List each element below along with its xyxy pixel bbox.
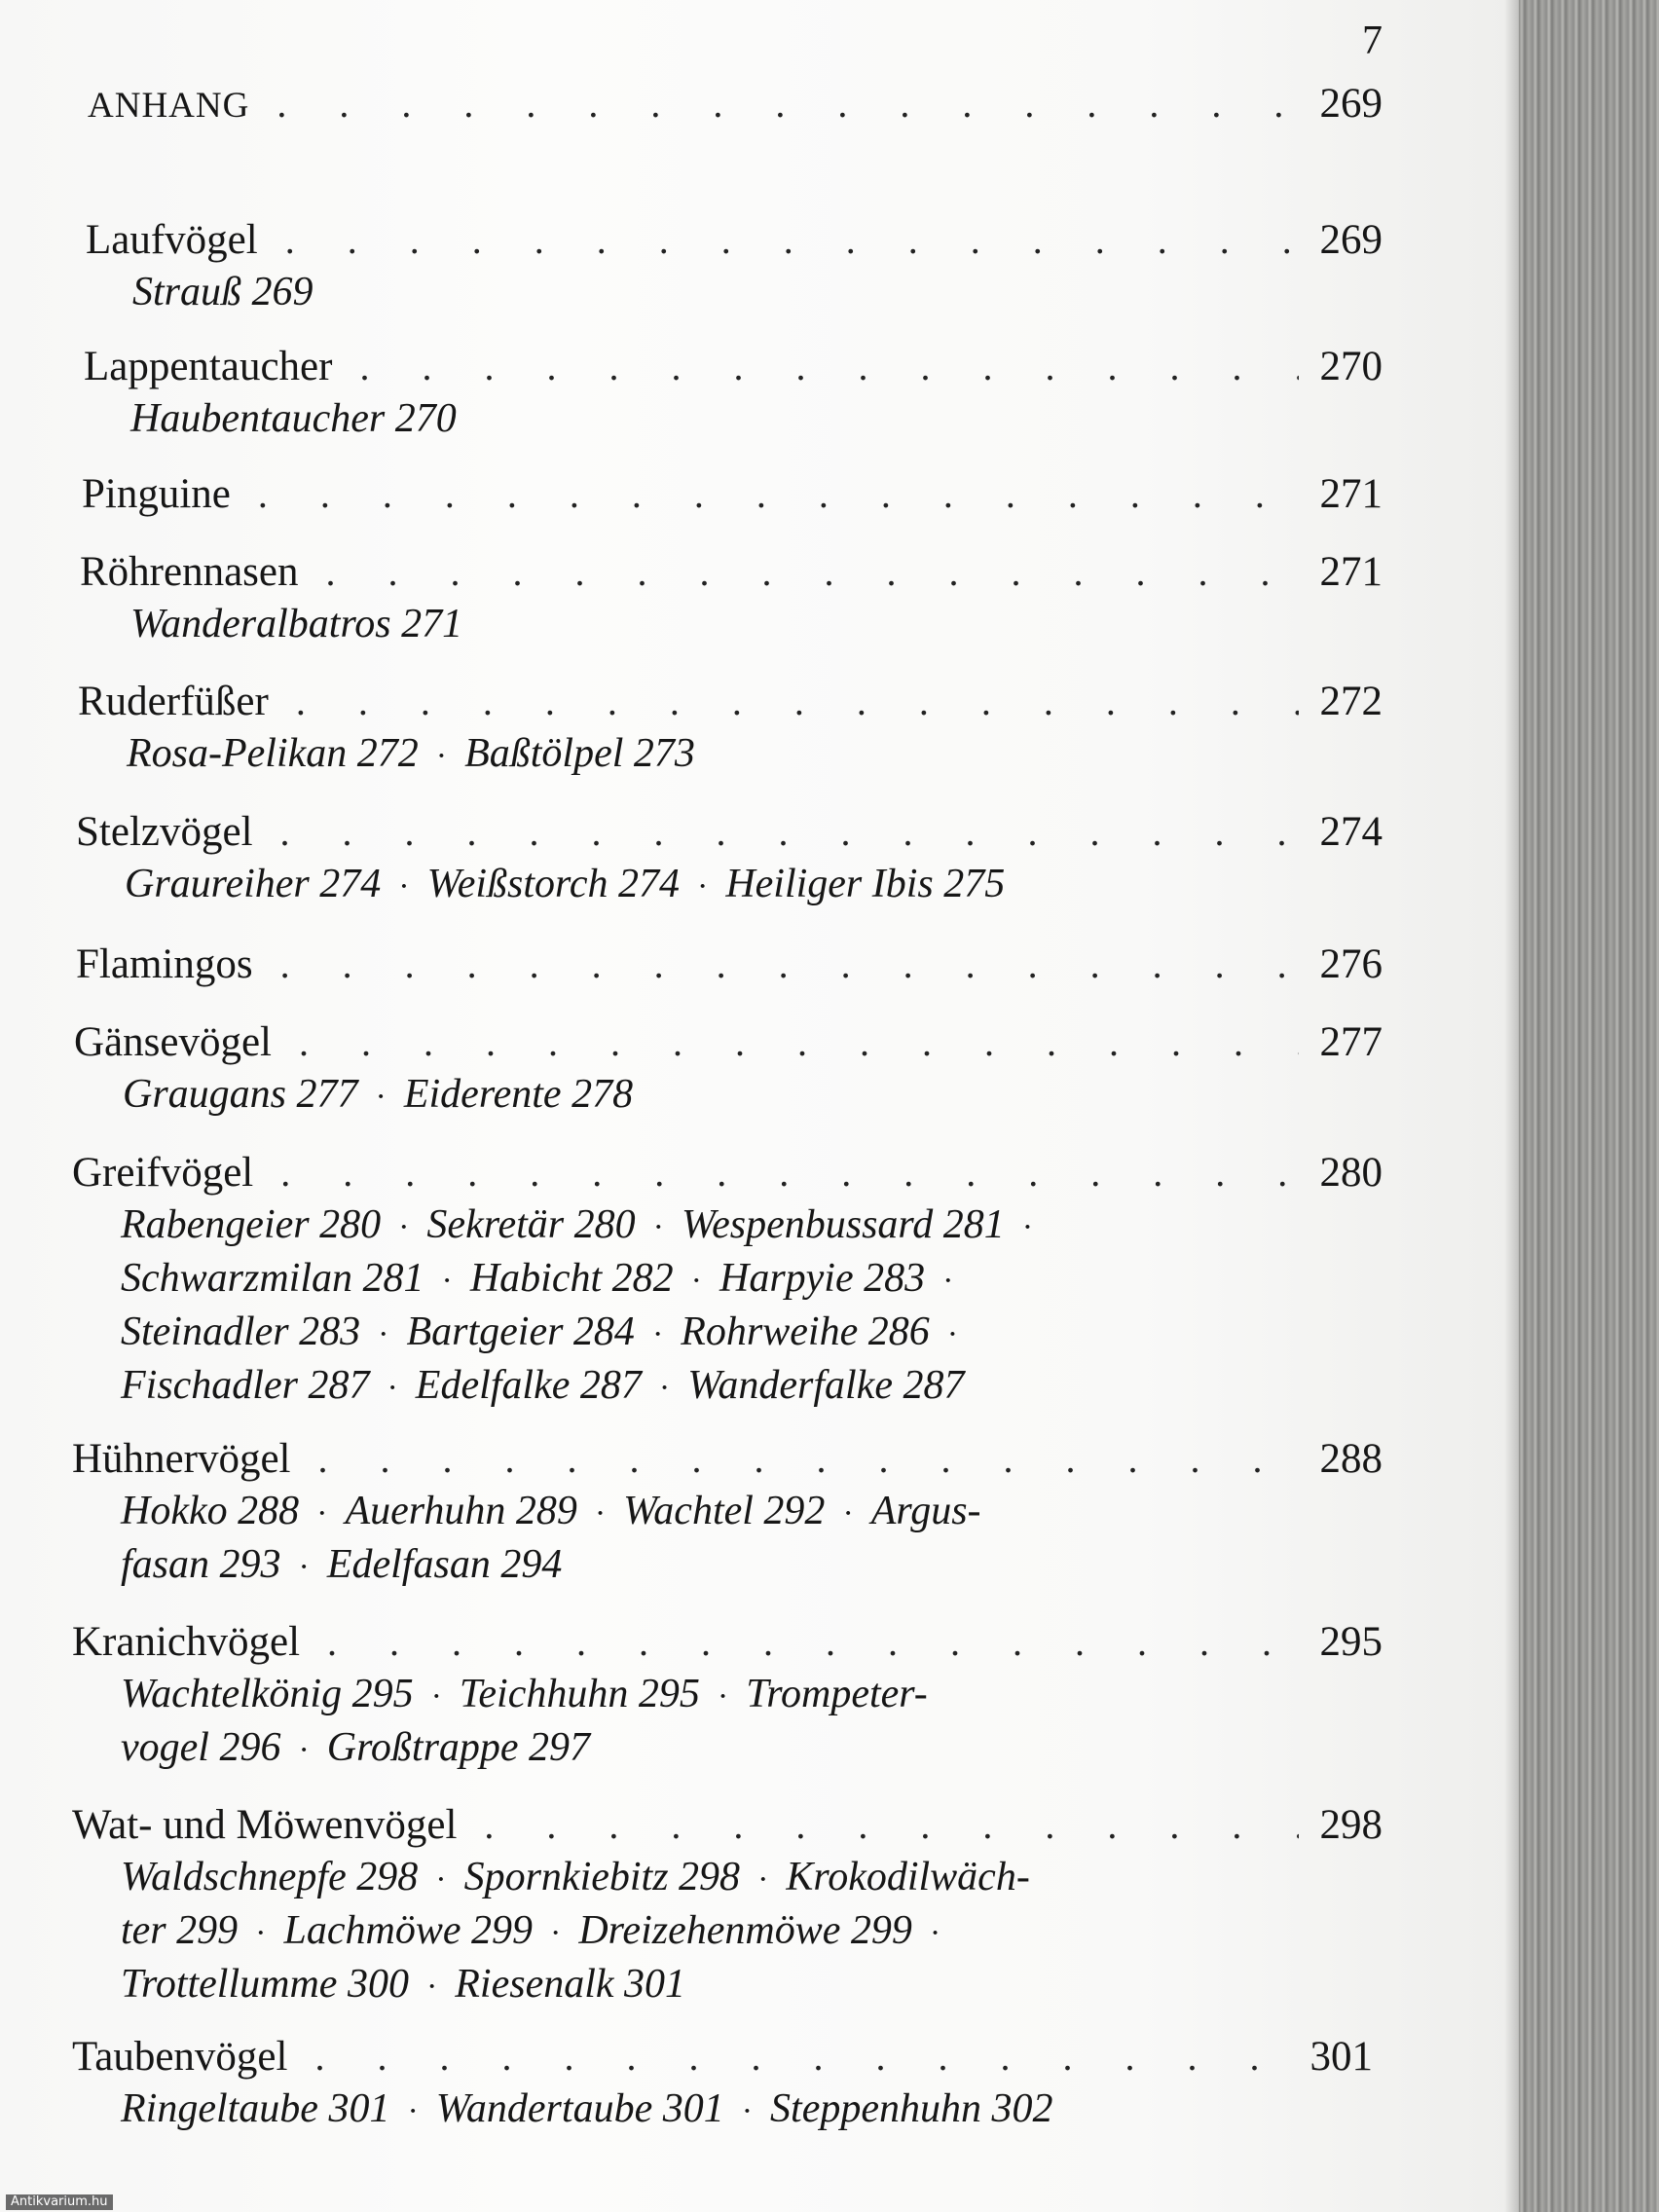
species-entry: Heiliger Ibis 275 xyxy=(725,862,1006,906)
species-entry: Spornkiebitz 298 xyxy=(463,1855,741,1899)
species-list xyxy=(127,728,1256,782)
separator-dot: · xyxy=(298,1732,310,1768)
leader-dots xyxy=(280,941,1299,987)
species-entry-hyphenated-end: fasan 293 xyxy=(121,1542,281,1587)
entry-page: 298 xyxy=(1319,1802,1382,1848)
separator-dot: · xyxy=(717,1678,729,1714)
entry-page: 274 xyxy=(1319,809,1382,855)
leader-dots xyxy=(285,217,1299,263)
species-entry: Edelfalke 287 xyxy=(415,1363,642,1408)
species-entry: Rosa-Pelikan 272 xyxy=(127,731,419,776)
species-entry: Wachtelkönig 295 xyxy=(121,1672,414,1716)
species-entry-hyphenated-end: ter 299 xyxy=(121,1908,239,1953)
entry-title: Stelzvögel xyxy=(76,809,253,855)
leader-dots xyxy=(326,549,1299,595)
species-entry: Trottellumme 300 xyxy=(121,1962,409,2007)
separator-dot: · xyxy=(1021,1209,1034,1245)
species-entry: Sekretär 280 xyxy=(426,1202,636,1247)
leader-dots xyxy=(258,471,1299,517)
leader-dots xyxy=(280,1150,1298,1196)
species-entry-hyphenated-start: Krokodilwäch- xyxy=(786,1855,1030,1899)
species-entry: Rohrweihe 286 xyxy=(681,1309,930,1354)
species-list xyxy=(121,1852,1250,2012)
species-list xyxy=(121,2083,1250,2137)
separator-dot: · xyxy=(375,1079,387,1115)
entry-page: 271 xyxy=(1319,471,1382,517)
species-entry: Eiderente 278 xyxy=(403,1072,634,1117)
species-entry: Strauß 269 xyxy=(132,270,313,314)
entry-page: 276 xyxy=(1319,941,1382,987)
separator-dot: · xyxy=(398,868,410,904)
entry-page: 269 xyxy=(1319,217,1382,263)
species-entry: Wachtel 292 xyxy=(623,1489,826,1533)
species-entry: Ringeltaube 301 xyxy=(121,2086,390,2131)
species-entry: Haubentaucher 270 xyxy=(130,396,457,441)
separator-dot: · xyxy=(658,1370,671,1406)
entry-title: Wat- und Möwenvögel xyxy=(72,1802,458,1848)
separator-dot: · xyxy=(690,1263,702,1299)
adjacent-pages-edge xyxy=(1519,0,1659,2212)
species-entry: Wandertaube 301 xyxy=(435,2086,724,2131)
species-list xyxy=(121,1669,1250,1776)
species-entry: Dreizehenmöwe 299 xyxy=(578,1908,912,1953)
species-list xyxy=(130,599,1260,650)
entry-page: 301 xyxy=(1309,2034,1373,2080)
separator-dot: · xyxy=(696,868,709,904)
entry-title: Kranichvögel xyxy=(72,1619,301,1665)
entry-page: 295 xyxy=(1319,1619,1382,1665)
entry-title: Gänsevögel xyxy=(74,1019,272,1065)
species-entry: Steppenhuhn 302 xyxy=(770,2086,1053,2131)
leader-dots xyxy=(280,809,1299,855)
separator-dot: · xyxy=(398,1209,410,1245)
entry-page: 280 xyxy=(1319,1150,1382,1196)
species-entry: Teichhuhn 295 xyxy=(459,1672,700,1716)
separator-dot: · xyxy=(407,2093,419,2129)
watermark: Antikvarium.hu xyxy=(6,2194,113,2210)
leader-dots xyxy=(359,344,1298,389)
species-entry: Riesenalk 301 xyxy=(455,1962,686,2007)
species-entry: Auerhuhn 289 xyxy=(345,1489,577,1533)
species-entry: Bartgeier 284 xyxy=(406,1309,635,1354)
separator-dot: · xyxy=(757,1862,769,1898)
entry-title: Ruderfüßer xyxy=(78,679,269,724)
species-entry: Rabengeier 280 xyxy=(121,1202,382,1247)
separator-dot: · xyxy=(425,1969,438,2005)
species-list xyxy=(132,267,1262,318)
species-entry: Waldschnepfe 298 xyxy=(121,1855,419,1899)
separator-dot: · xyxy=(255,1915,267,1951)
species-entry: Habicht 282 xyxy=(469,1256,674,1301)
separator-dot: · xyxy=(741,2093,754,2129)
species-entry: Lachmöwe 299 xyxy=(283,1908,533,1953)
species-entry: Großtrappe 297 xyxy=(326,1725,591,1770)
separator-dot: · xyxy=(946,1316,959,1352)
entry-title: ANHANG xyxy=(88,86,250,126)
separator-dot: · xyxy=(441,1263,453,1299)
separator-dot: · xyxy=(435,738,448,774)
entry-title: Taubenvögel xyxy=(72,2034,288,2080)
species-entry-hyphenated-start: Trompeter- xyxy=(746,1672,928,1716)
entry-title: Laufvögel xyxy=(86,217,258,263)
species-entry: Wanderfalke 287 xyxy=(687,1363,965,1408)
separator-dot: · xyxy=(942,1263,954,1299)
entry-page: 269 xyxy=(1319,81,1382,127)
entry-title: Pinguine xyxy=(82,471,231,517)
leader-dots xyxy=(276,81,1298,127)
entry-title: Greifvögel xyxy=(72,1150,254,1196)
separator-dot: · xyxy=(316,1495,328,1531)
leader-dots xyxy=(314,2034,1288,2080)
separator-dot: · xyxy=(378,1316,389,1352)
page-number: 7 xyxy=(1362,18,1382,63)
separator-dot: · xyxy=(435,1862,447,1898)
species-list xyxy=(121,1199,1250,1414)
species-entry: Graugans 277 xyxy=(123,1072,358,1117)
leader-dots xyxy=(484,1802,1298,1848)
entry-page: 272 xyxy=(1319,679,1382,724)
entry-page: 271 xyxy=(1319,549,1382,595)
separator-dot: · xyxy=(387,1370,398,1406)
species-entry: Schwarzmilan 281 xyxy=(121,1256,424,1301)
entry-title: Lappentaucher xyxy=(84,344,333,389)
separator-dot: · xyxy=(929,1915,941,1951)
separator-dot: · xyxy=(842,1495,854,1531)
entry-page: 277 xyxy=(1319,1019,1382,1065)
entry-title: Hühnervögel xyxy=(72,1436,291,1482)
species-list xyxy=(130,393,1260,445)
separator-dot: · xyxy=(430,1678,442,1714)
species-entry-hyphenated-start: Argus- xyxy=(870,1489,981,1533)
separator-dot: · xyxy=(651,1316,664,1352)
species-entry: Fischadler 287 xyxy=(121,1363,370,1408)
leader-dots xyxy=(299,1019,1299,1065)
separator-dot: · xyxy=(549,1915,562,1951)
species-list xyxy=(123,1069,1252,1123)
species-entry: Harpyie 283 xyxy=(719,1256,926,1301)
species-entry: Graureiher 274 xyxy=(125,862,382,906)
species-entry: Weißstorch 274 xyxy=(426,862,680,906)
leader-dots xyxy=(318,1436,1299,1482)
separator-dot: · xyxy=(594,1495,607,1531)
separator-dot: · xyxy=(298,1549,310,1585)
entry-title: Röhrennasen xyxy=(80,549,299,595)
separator-dot: · xyxy=(652,1209,664,1245)
species-entry: Steinadler 283 xyxy=(121,1309,361,1354)
species-entry: Wanderalbatros 271 xyxy=(130,602,463,646)
species-list xyxy=(121,1486,1250,1593)
species-entry-hyphenated-end: vogel 296 xyxy=(121,1725,281,1770)
entry-page: 270 xyxy=(1319,344,1382,389)
leader-dots xyxy=(296,679,1299,724)
species-entry: Edelfasan 294 xyxy=(326,1542,563,1587)
leader-dots xyxy=(327,1619,1298,1665)
species-entry: Baßtölpel 273 xyxy=(464,731,695,776)
species-entry: Hokko 288 xyxy=(121,1489,300,1533)
species-entry: Wespenbussard 281 xyxy=(681,1202,1005,1247)
entry-page: 288 xyxy=(1319,1436,1382,1482)
species-list xyxy=(125,859,1254,912)
entry-title: Flamingos xyxy=(76,941,253,987)
